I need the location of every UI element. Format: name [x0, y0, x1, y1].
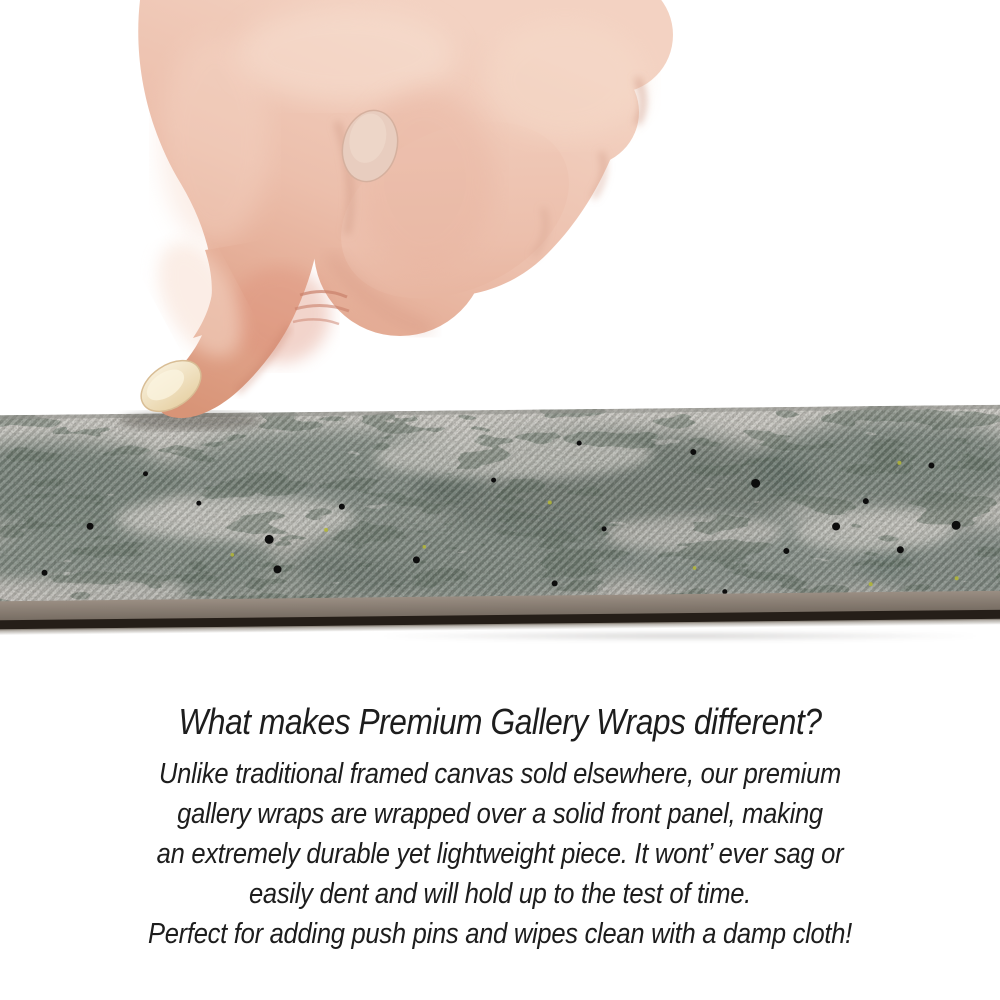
canvas-texture: [0, 405, 1000, 636]
caption-line: Unlike traditional framed canvas sold elsewhere, our premium: [158, 758, 842, 790]
caption-heading: What makes Premium Gallery Wraps different?: [178, 701, 822, 742]
canvas-strip-shadow: [380, 631, 980, 641]
caption-line: Perfect for adding push pins and wipes clean with a damp cloth!: [147, 918, 853, 950]
canvas-strip-photo: [0, 405, 1000, 636]
caption-line: easily dent and will hold up to the test of time.: [248, 878, 752, 910]
caption: [60, 700, 940, 954]
hand-pressing-canvas-photo: [95, 0, 720, 432]
caption-line: an extremely durable yet lightweight piece. It wont’ ever sag or: [156, 838, 844, 870]
caption-line: gallery wraps are wrapped over a solid front panel, making: [177, 798, 823, 830]
